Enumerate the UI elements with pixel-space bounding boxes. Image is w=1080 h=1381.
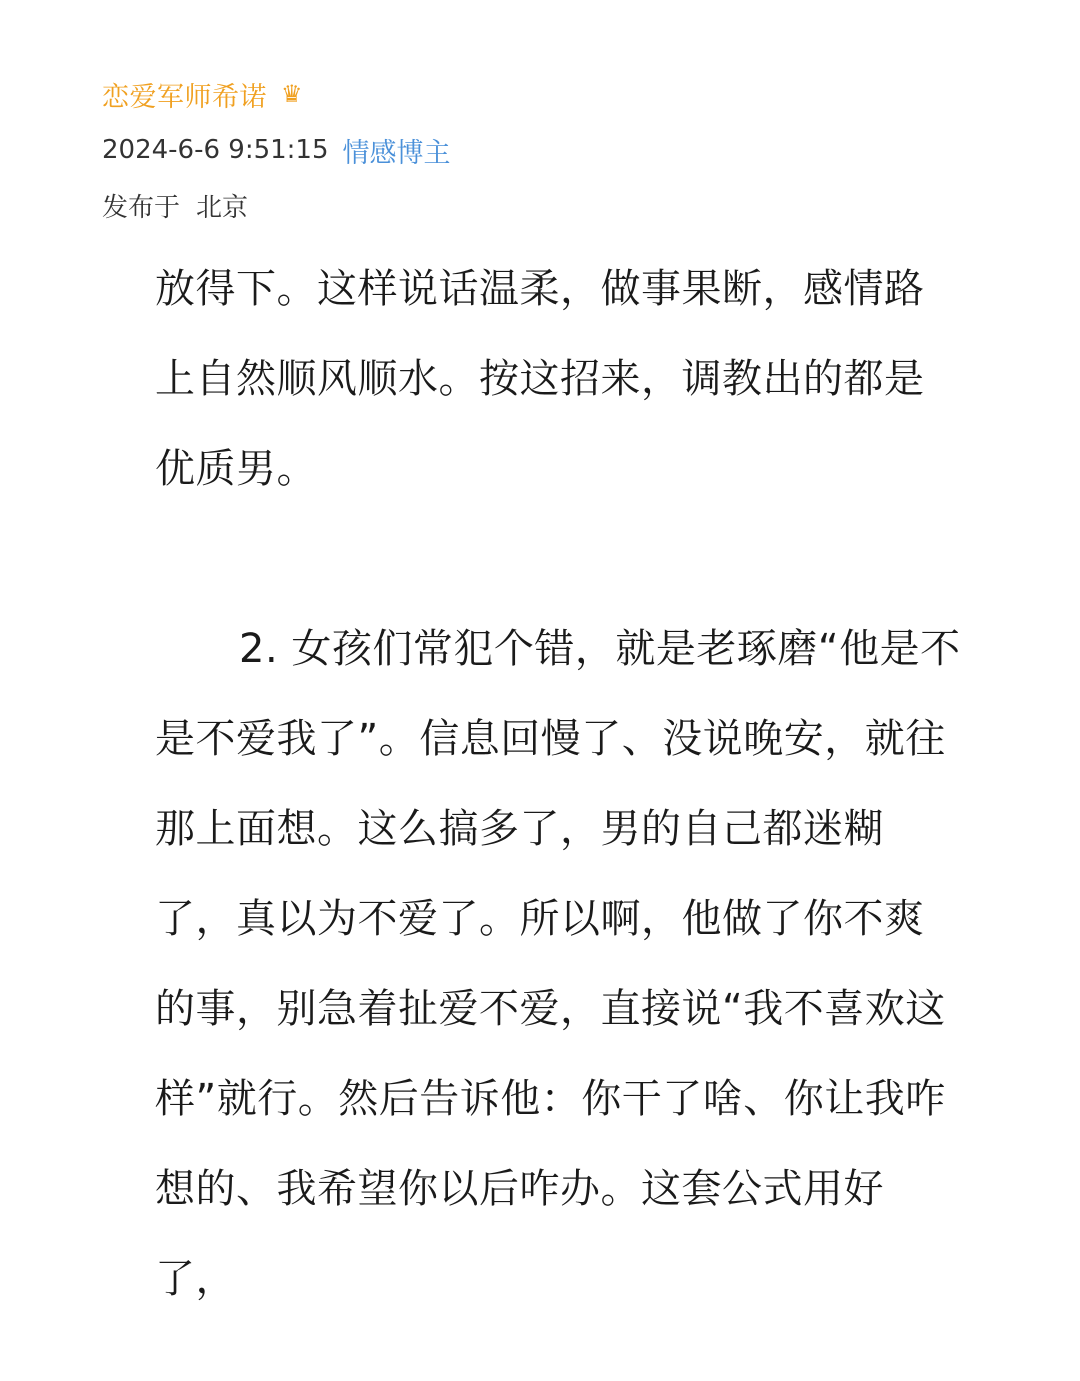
author-row — [102, 72, 1040, 116]
crown-icon: ♛ — [281, 80, 303, 108]
article-paragraph: 2. 女孩们常犯个错，就是老琢磨“他是不是不爱我了”。信息回慢了、没说晚安，就往那上面想。这么搞多了，男的自己都迷糊了，真以为不爱了。所以啊，他做了你不爽的事，别急着扯爱不爱，直接说“我不喜欢这样”就行。然后告诉他：你干了啥、你让我咋想的、我希望你以后咋办。这套公式用好了， — [155, 626, 961, 1302]
location-row — [102, 183, 1040, 227]
author-role-tag[interactable]: 情感博主 — [342, 137, 451, 169]
meta-row — [102, 128, 1040, 172]
post-timestamp: 2024-6-6 9:51:15 — [102, 135, 329, 165]
article-paragraph: 放得下。这样说话温柔，做事果断，感情路上自然顺风顺水。按这招来，调教出的都是优质男。 — [155, 266, 925, 492]
paragraph-spacer — [155, 514, 963, 604]
location-city: 北京 — [196, 192, 249, 223]
author-name[interactable]: 恋爱军师希诺 — [102, 81, 267, 113]
location-prefix: 发布于 — [102, 192, 181, 223]
post-header — [102, 72, 1040, 227]
article-body — [155, 244, 963, 1324]
